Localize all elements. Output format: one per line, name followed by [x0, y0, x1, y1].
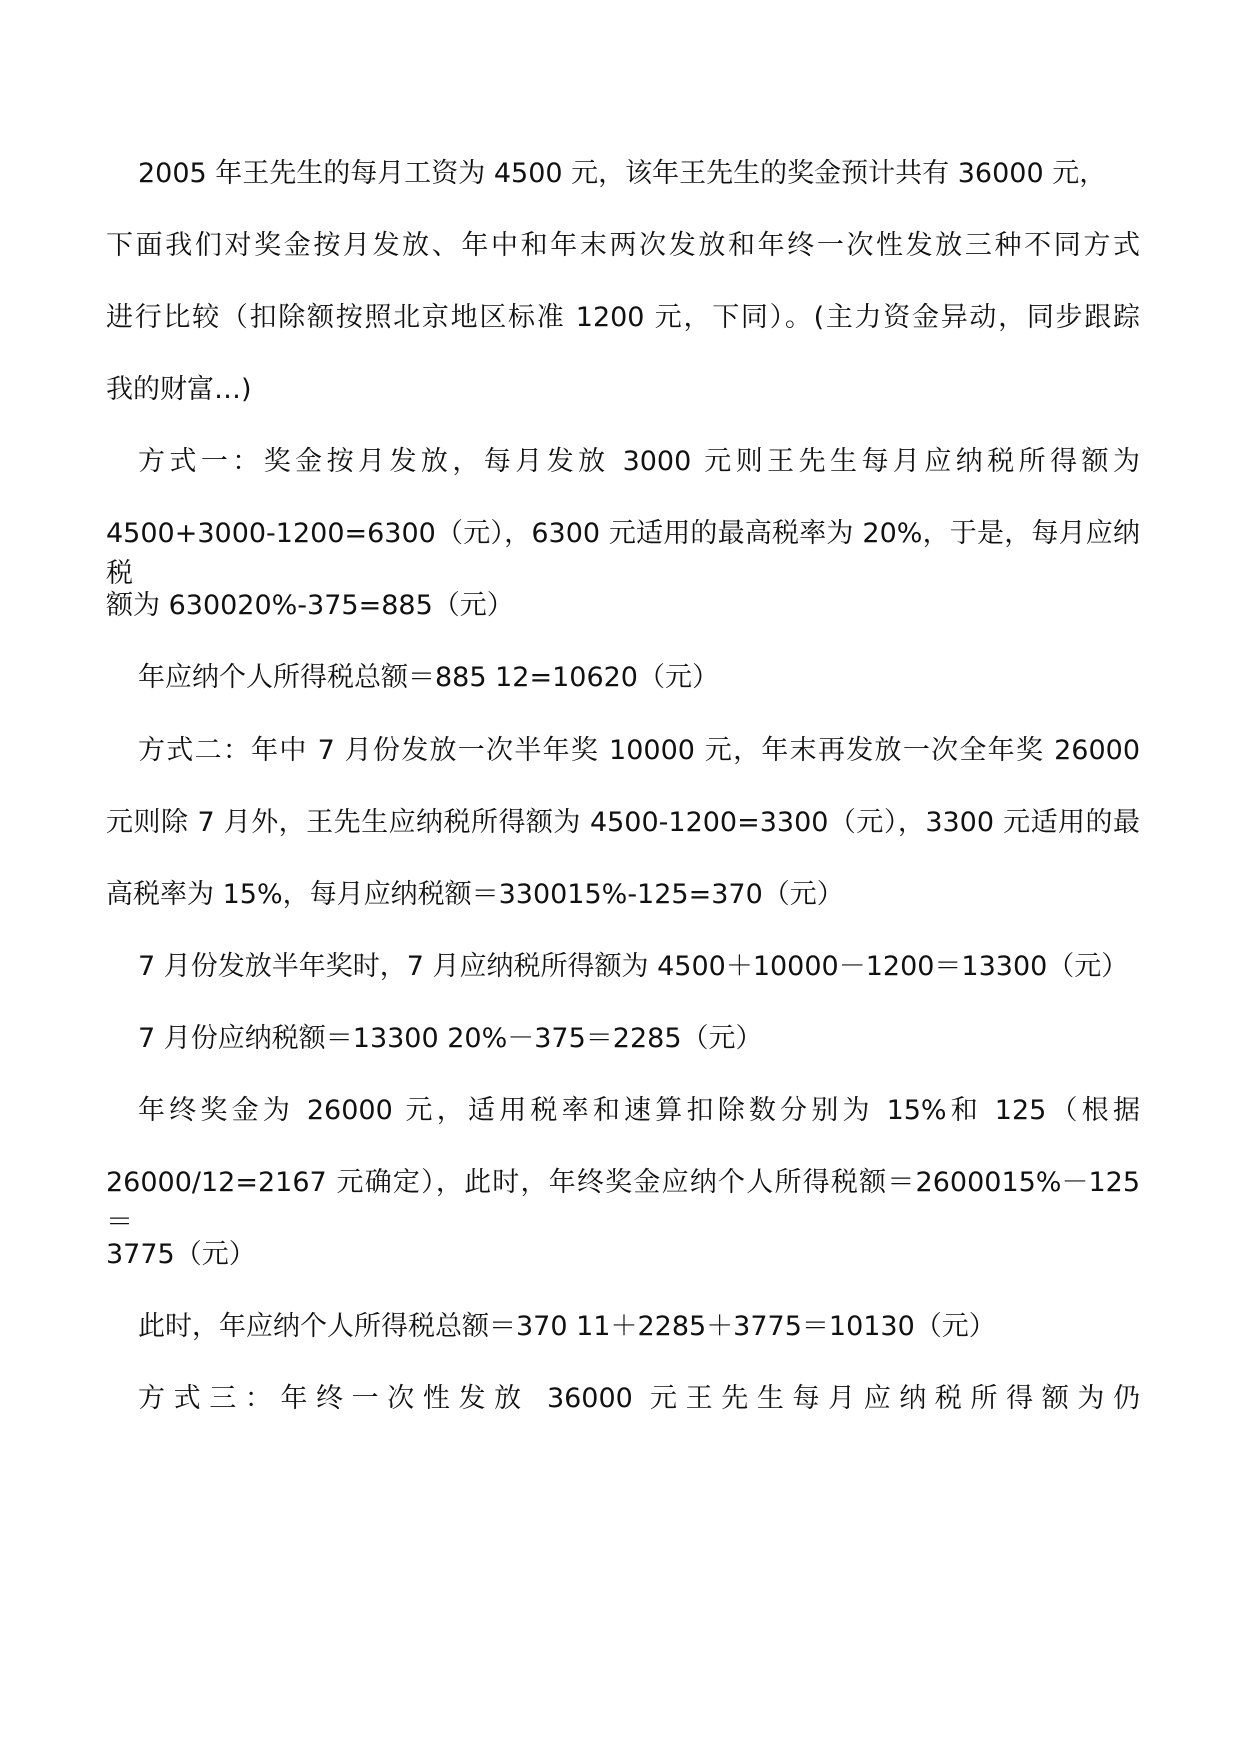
text-line-7: 额为 630020%-375=885（元） — [106, 590, 514, 621]
text-line-14: 年终奖金为 26000 元，适用税率和速算扣除数分别为 15%和 125（根据 — [138, 1095, 1140, 1126]
text-line-15: 26000/12=2167 元确定），此时，年终奖金应纳个人所得税额＝2600015%－125＝ — [106, 1167, 1140, 1238]
text-line-5: 方式一：奖金按月发放，每月发放 3000 元则王先生每月应纳税所得额为 — [138, 446, 1140, 477]
text-line-12: 7 月份发放半年奖时，7 月应纳税所得额为 4500＋10000－1200＝13300（元） — [138, 951, 1129, 982]
text-line-8: 年应纳个人所得税总额＝885 12=10620（元） — [138, 662, 719, 693]
text-line-3: 进行比较（扣除额按照北京地区标准 1200 元，下同）。(主力资金异动，同步跟踪 — [106, 302, 1140, 333]
text-line-18: 方式三：年终一次性发放 36000 元王先生每月应纳税所得额为仍 — [138, 1383, 1140, 1414]
text-line-17: 此时，年应纳个人所得税总额＝370 11＋2285＋3775＝10130（元） — [138, 1311, 996, 1342]
text-line-9: 方式二：年中 7 月份发放一次半年奖 10000 元，年末再发放一次全年奖 26000 — [138, 735, 1140, 766]
text-line-11: 高税率为 15%，每月应纳税额＝330015%-125=370（元） — [106, 879, 844, 910]
text-line-16: 3775（元） — [106, 1239, 256, 1270]
text-line-10: 元则除 7 月外，王先生应纳税所得额为 4500-1200=3300（元），3300 元适用的最 — [106, 807, 1140, 838]
text-line-13: 7 月份应纳税额＝13300 20%－375＝2285（元） — [138, 1023, 763, 1054]
text-line-1: 2005 年王先生的每月工资为 4500 元，该年王先生的奖金预计共有 36000 元， — [138, 158, 1107, 189]
text-line-6: 4500+3000-1200=6300（元），6300 元适用的最高税率为 20%，于是，每月应纳税 — [106, 518, 1140, 589]
text-line-2: 下面我们对奖金按月发放、年中和年末两次发放和年终一次性发放三种不同方式 — [106, 230, 1140, 261]
text-line-4: 我的财富…) — [106, 374, 252, 405]
